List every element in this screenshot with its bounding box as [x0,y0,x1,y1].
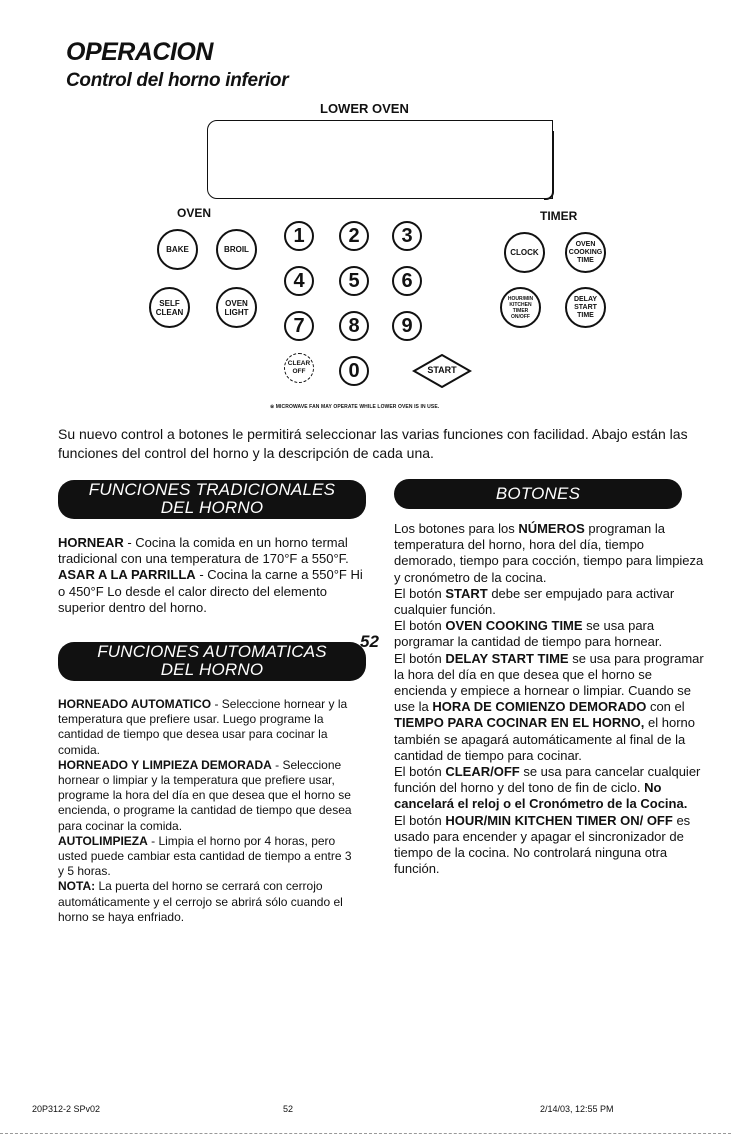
timer-label: TIMER [540,209,578,223]
self-clean-button[interactable]: SELF CLEAN [149,287,190,328]
number-5-button[interactable]: 5 [339,266,369,296]
oven-label: OVEN [177,206,212,220]
intro-text: Su nuevo control a botones le permitirá seleccionar las varias funciones con facilidad. Abajo están las funciones del control del horno y la descripción de cada una. [58,426,688,461]
buttons-description: Los botones para los NÚMEROS programan la temperatura del horno, hora del día, tiempo demorado, tiempo para cocción, tiempo para limpieza y cronómetro de la cocina. El botón START debe ser empujado para activar cualquier función. El botón OVEN COOKING TIME se usa para porgramar la cantidad de tiempo para hornear. El botón DELAY START TIME se usa para programar la hora del día en que desea que el horno se encienda y empiece a hornear o limpiar. Cuando se use la HORA DE COMIENZO DEMORADO con el TIEMPO PARA COCINAR EN EL HORNO, el horno también se apagará automáticamente al final de la cantidad de tiempo para cocinar. El botón CLEAR/OFF se usa para cancelar cualquier función del horno y del tono de fin de ciclo. No cancelará el reloj o el Cronómetro de la Cocina. El botón HOUR/MIN KITCHEN TIMER ON/ OFF es usado para encender y apagar el sincronizador de tiempo de la cocina. No controlará ninguna otra función. [394,521,704,877]
pill-automatic [58,642,366,681]
number-9-button[interactable]: 9 [392,311,422,341]
bake-button[interactable]: BAKE [157,229,198,270]
footer-doc-id: 20P312-2 SPv02 [32,1104,101,1114]
pill-traditional [58,480,366,519]
clear-off-button[interactable]: CLEAR OFF [284,353,314,383]
number-7-button[interactable]: 7 [284,311,314,341]
number-1-button[interactable]: 1 [284,221,314,251]
pill-buttons: BOTONES [394,479,682,509]
start-label: START [427,365,457,375]
pill-traditional-line2: DEL HORNO [160,498,264,517]
automatic-functions: HORNEADO AUTOMATICO - Seleccione hornear y la temperatura que prefiere usar. Luego programe la cantidad de tiempo que desea usar para cocinar la comida. HORNEADO Y LIMPIEZA DEMORADA - Seleccione hornear o limpiar y la temperatura que prefiere usar, programe la hora del día en que desea que el horno se encienda, o programe la cantidad de tiempo que desea para cocinar la comida. AUTOLIMPIEZA - Limpia el horno por 4 horas, pero usted puede cambiar esta cantidad de tiempo a entre 3 y 5 horas. NOTA: La puerta del horno se cerrará con cerrojo automáticamente y el cerrojo se abrirá sólo cuando el horno se haya enfriado. [58,697,352,924]
pill-automatic-line1: FUNCIONES AUTOMATICAS [97,642,327,661]
kitchen-timer-button[interactable]: HOUR/MIN KITCHEN TIMER ON/OFF [500,287,541,328]
page-subtitle: Control del horno inferior [66,70,289,91]
oven-display [207,120,553,199]
number-6-button[interactable]: 6 [392,266,422,296]
clock-button[interactable]: CLOCK [504,232,545,273]
number-8-button[interactable]: 8 [339,311,369,341]
number-0-button[interactable]: 0 [339,356,369,386]
display-label: LOWER OVEN [320,101,409,116]
footer-divider [0,1133,731,1134]
delay-start-time-button[interactable]: DELAY START TIME [565,287,606,328]
page-title: OPERACION [66,38,213,66]
pill-automatic-line2: DEL HORNO [160,660,264,679]
page-number: 52 [360,632,379,651]
footer-timestamp: 2/14/03, 12:55 PM [540,1104,614,1114]
number-3-button[interactable]: 3 [392,221,422,251]
microwave-note: ※ MICROWAVE FAN MAY OPERATE WHILE LOWER OVEN IS IN USE. [270,404,440,410]
oven-light-button[interactable]: OVEN LIGHT [216,287,257,328]
traditional-functions: HORNEAR - Cocina la comida en un horno termal tradicional con una temperatura de 170°F a 550°F. ASAR A LA PARRILLA - Cocina la carne a 550°F Hi o 450°F Lo desde el calor directo del elemento superior dentro del horno. [58,535,363,615]
footer-page: 52 [283,1104,294,1114]
pill-traditional-line1: FUNCIONES TRADICIONALES [88,480,336,499]
number-2-button[interactable]: 2 [339,221,369,251]
broil-button[interactable]: BROIL [216,229,257,270]
number-4-button[interactable]: 4 [284,266,314,296]
oven-cooking-time-button[interactable]: OVEN COOKING TIME [565,232,606,273]
